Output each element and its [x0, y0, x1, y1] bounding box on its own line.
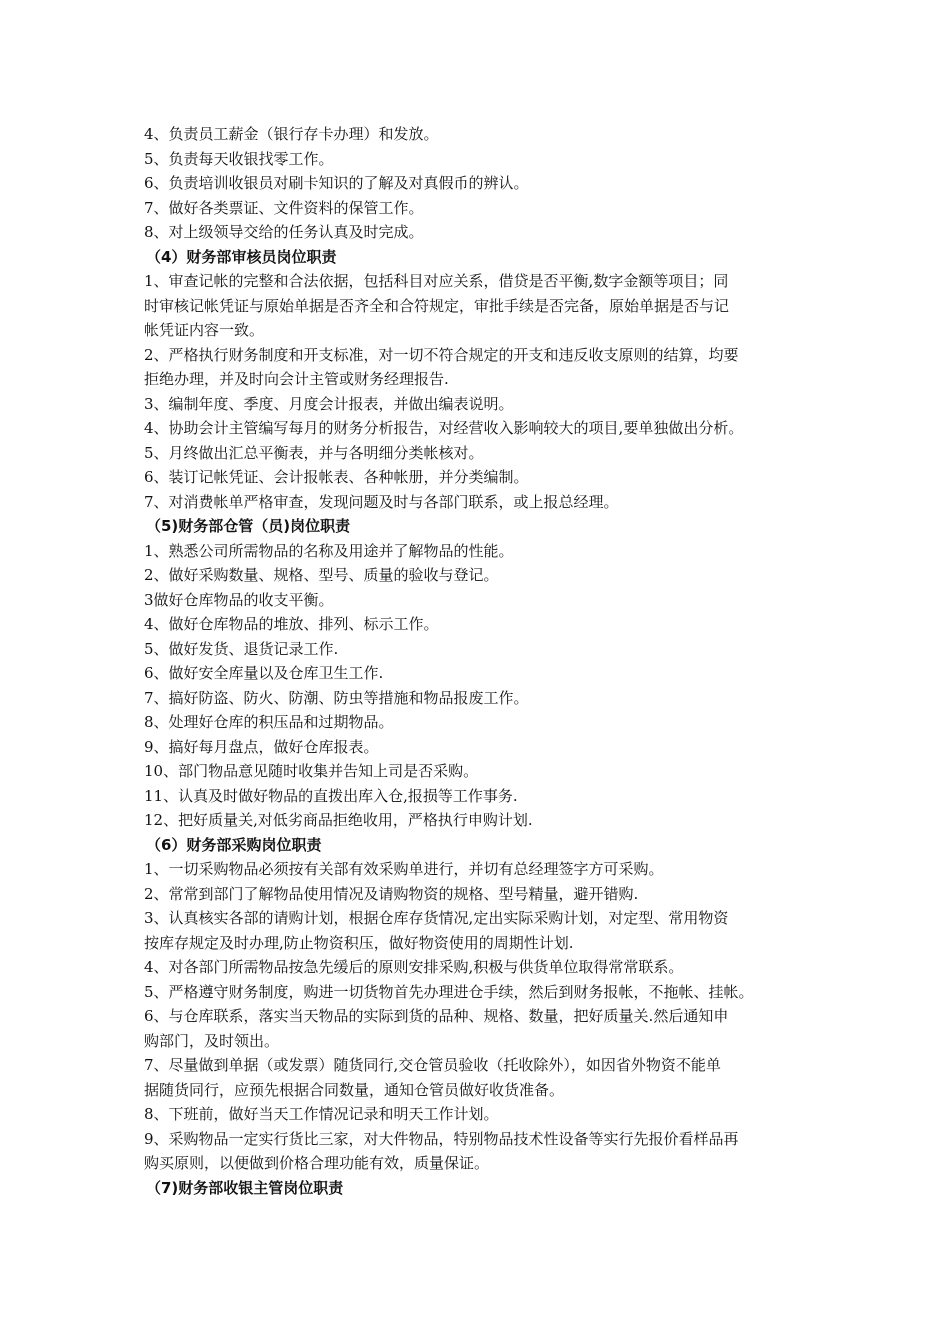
section-heading-warehouse: （5)财务部仓管（员)岗位职责 — [146, 517, 351, 535]
text-line: 3、编制年度、季度、月度会计报表，并做出编表说明。 — [144, 394, 514, 413]
text-line: 7、尽量做到单据（或发票）随货同行,交仓管员验收（托收除外），如因省外物资不能单 — [144, 1056, 721, 1074]
text-line: 购买原则，以便做到价格合理功能有效，质量保证。 — [144, 1154, 490, 1172]
text-line: 1、一切采购物品必须按有关部有效采购单进行，并切有总经理签字方可采购。 — [144, 860, 664, 878]
text-line: 时审核记帐凭证与原始单据是否齐全和合符规定，审批手续是否完备，原始单据是否与记 — [144, 296, 730, 315]
text-line: 5、做好发货、退货记录工作. — [144, 639, 339, 658]
text-line: 12、把好质量关,对低劣商品拒绝收用，严格执行申购计划. — [144, 811, 533, 829]
text-line: 4、对各部门所需物品按急先缓后的原则安排采购,积极与供货单位取得常常联系。 — [144, 958, 684, 976]
text-line: 7、搞好防盗、防火、防潮、防虫等措施和物品报废工作。 — [144, 688, 529, 707]
text-line: 5、月终做出汇总平衡表，并与各明细分类帐核对。 — [144, 443, 484, 462]
text-line: 6、与仓库联系，落实当天物品的实际到货的品种、规格、数量，把好质量关.然后通知申 — [144, 1007, 729, 1025]
text-line: 4、做好仓库物品的堆放、排列、标示工作。 — [144, 615, 439, 633]
text-line: 8、处理好仓库的积压品和过期物品。 — [144, 713, 394, 731]
text-line: 2、严格执行财务制度和开支标准，对一切不符合规定的开支和违反收支原则的结算，均要 — [144, 345, 739, 364]
text-line: 10、部门物品意见随时收集并告知上司是否采购。 — [144, 762, 479, 780]
text-line: 7、做好各类票证、文件资料的保管工作。 — [144, 198, 424, 217]
text-line: 3做好仓库物品的收支平衡。 — [144, 590, 334, 609]
text-line: 8、对上级领导交给的任务认真及时完成。 — [144, 223, 424, 241]
document-page — [144, 122, 814, 1200]
text-line: 8、下班前，做好当天工作情况记录和明天工作计划。 — [144, 1105, 499, 1123]
text-line: 5、严格遵守财务制度，购进一切货物首先办理进仓手续，然后到财务报帐，不拖帐、挂帐。 — [144, 982, 754, 1001]
text-line: 按库存规定及时办理,防止物资积压，做好物资使用的周期性计划. — [144, 933, 574, 952]
text-line: 6、做好安全库量以及仓库卫生工作. — [144, 664, 384, 682]
text-line: 6、负责培训收银员对刷卡知识的了解及对真假币的辨认。 — [144, 174, 529, 192]
section-heading-auditor: （4）财务部审核员岗位职责 — [146, 247, 337, 266]
text-line: 帐凭证内容一致。 — [144, 321, 265, 339]
text-line: 拒绝办理，并及时向会计主管或财务经理报告. — [144, 370, 449, 388]
text-line: 1、熟悉公司所需物品的名称及用途并了解物品的性能。 — [144, 541, 514, 560]
text-line: 4、负责员工薪金（银行存卡办理）和发放。 — [144, 125, 439, 143]
section-heading-cashier-supervisor: （7)财务部收银主管岗位职责 — [146, 1178, 344, 1197]
text-line: 11、认真及时做好物品的直拨出库入仓,报损等工作事务. — [144, 786, 518, 805]
text-line: 2、做好采购数量、规格、型号、质量的验收与登记。 — [144, 566, 499, 584]
text-line: 3、认真核实各部的请购计划，根据仓库存货情况,定出实际采购计划，对定型、常用物资 — [144, 909, 729, 927]
text-line: 2、常常到部门了解物品使用情况及请购物资的规格、型号精量，避开错购. — [144, 884, 639, 903]
text-line: 7、对消费帐单严格审查，发现问题及时与各部门联系，或上报总经理。 — [144, 492, 619, 511]
text-line: 9、搞好每月盘点，做好仓库报表。 — [144, 737, 379, 756]
text-line: 6、装订记帐凭证、会计报帐表、各种帐册，并分类编制。 — [144, 468, 529, 486]
text-line: 5、负责每天收银找零工作。 — [144, 149, 334, 168]
text-line: 购部门，及时领出。 — [144, 1031, 280, 1050]
text-line: 1、审查记帐的完整和合法依据，包括科目对应关系，借贷是否平衡,数字金额等项目；同 — [144, 272, 729, 290]
section-heading-purchasing: （6）财务部采购岗位职责 — [146, 835, 322, 854]
text-line: 9、采购物品一定实行货比三家，对大件物品，特别物品技术性设备等实行先报价看样品再 — [144, 1129, 739, 1148]
text-line: 4、协助会计主管编写每月的财务分析报告，对经营收入影响较大的项目,要单独做出分析。 — [144, 419, 744, 437]
text-line: 据随货同行，应预先根据合同数量，通知仓管员做好收货准备。 — [144, 1080, 565, 1099]
